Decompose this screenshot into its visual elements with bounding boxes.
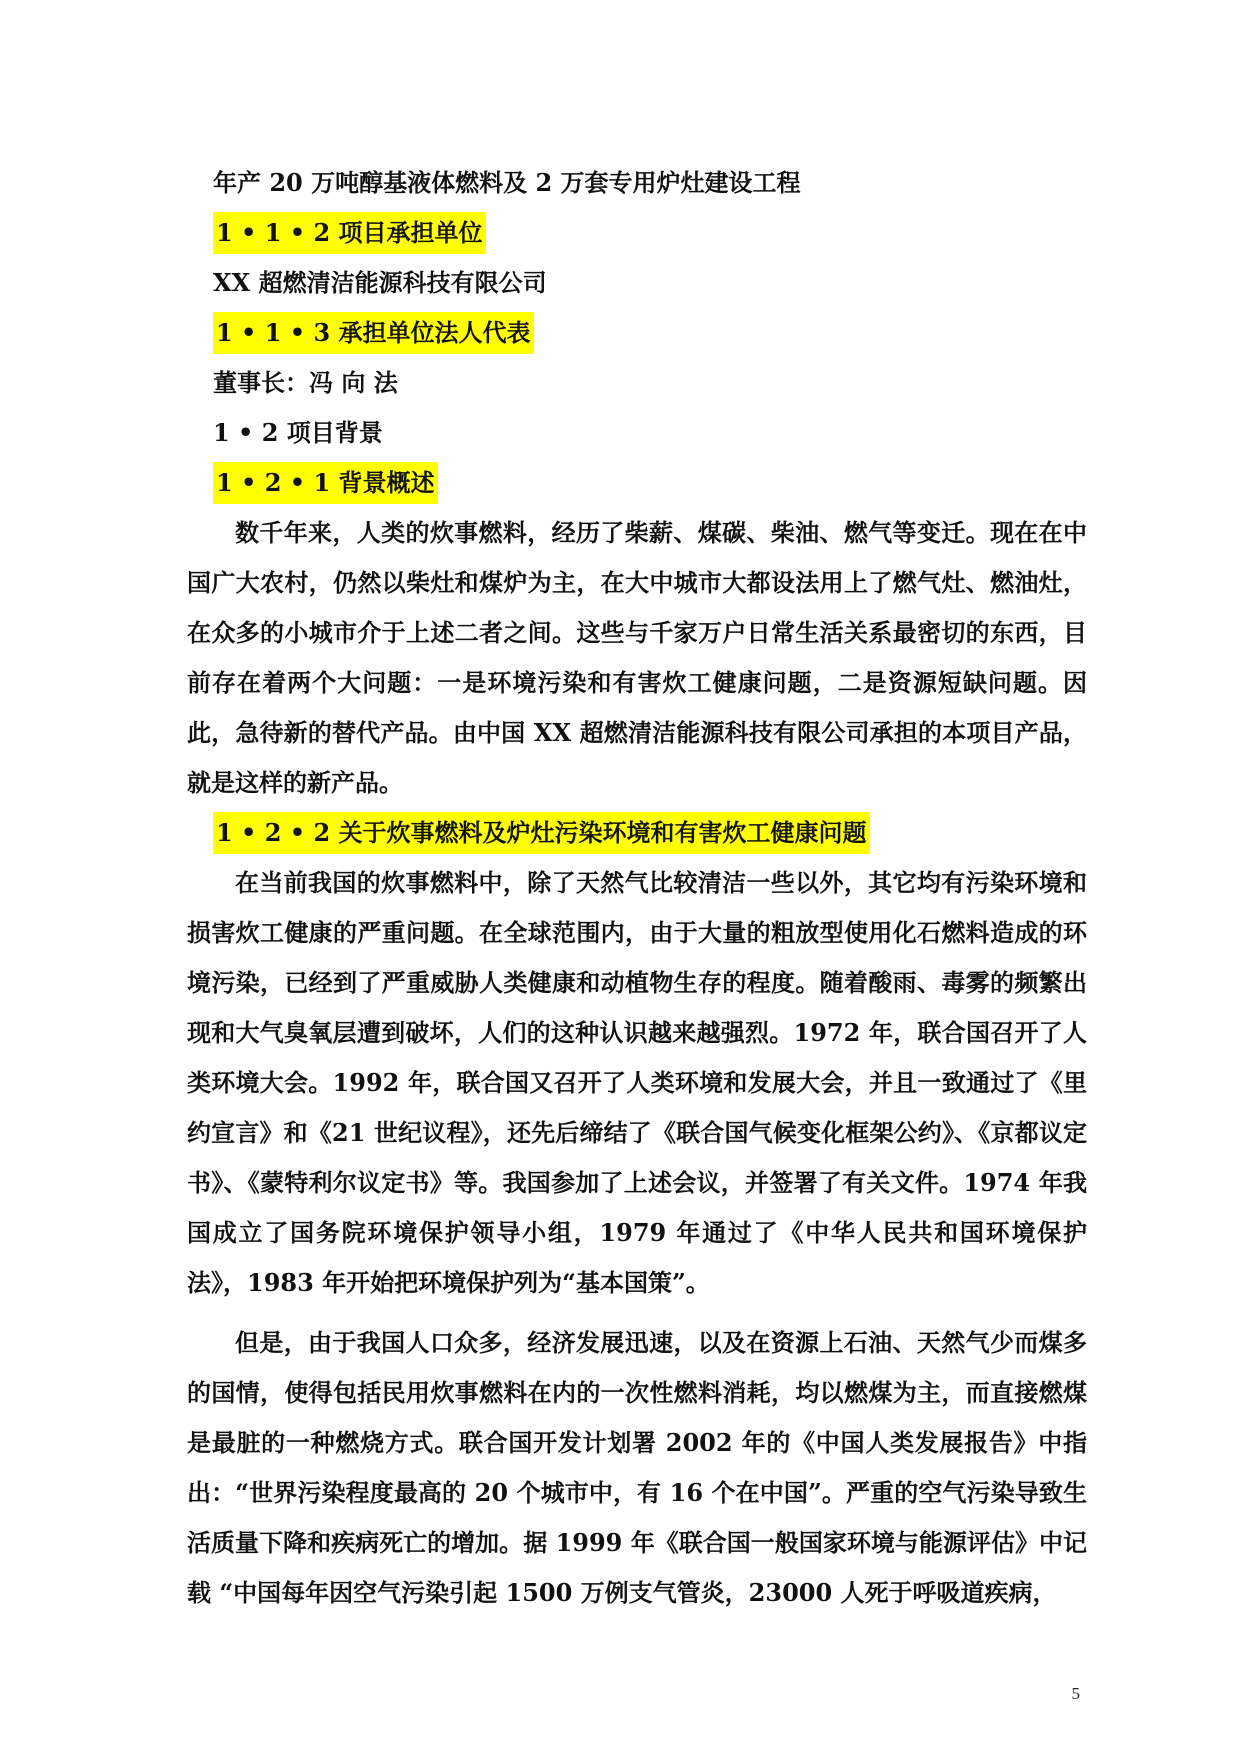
legal-rep-line xyxy=(187,358,1087,408)
paragraph-background-overview: 数千年来，人类的炊事燃料，经历了柴薪、煤碳、柴油、燃气等变迁。现在在中国广大农村，仍然以柴灶和煤炉为主，在大中城市大都设法用上了燃气灶、燃油灶，在众多的小城市介于上述二者之间。这些与千家万户日常生活关系最密切的东西，目前存在着两个大问题：一是环境污染和有害炊工健康问题，二是资源短缺问题。因此，急待新的替代产品。由中国 XX 超燃清洁能源科技有限公司承担的本项目产品，就是这样的新产品。 xyxy=(187,518,1087,797)
paragraph-coal-consumption: 但是，由于我国人口众多，经济发展迅速，以及在资源上石油、天然气少而煤多的国情，使得包括民用炊事燃料在内的一次性燃料消耗，均以燃煤为主，而直接燃煤是最脏的一种燃烧方式。联合国开发计划署 2002 年的《中国人类发展报告》中指出：“世界污染程度最高的 20 个城市中，有 16 个在中国”。严重的空气污染导致生活质量下降和疾病死亡的增加。据 1999 年《联合国一般国家环境与能源评估》中记载 “中国每年因空气污染引起 1500 万例支气管炎，23000 人死于呼吸道疾病， xyxy=(187,1328,1087,1607)
company-line xyxy=(187,258,1087,308)
heading-1-1-3: 1 • 1 • 3 承担单位法人代表 xyxy=(213,312,534,354)
heading-1-1-2: 1 • 1 • 2 项目承担单位 xyxy=(213,212,486,254)
legal-representative: 董事长：冯 向 法 xyxy=(213,368,398,397)
heading-1-2-2-line xyxy=(187,808,1087,858)
heading-1-2-1: 1 • 2 • 1 背景概述 xyxy=(213,462,438,504)
paragraph-pollution-issues: 在当前我国的炊事燃料中，除了天然气比较清洁一些以外，其它均有污染环境和损害炊工健康的严重问题。在全球范围内，由于大量的粗放型使用化石燃料造成的环境污染，已经到了严重威胁人类健康和动植物生存的程度。随着酸雨、毒雾的频繁出现和大气臭氧层遭到破坏，人们的这种认识越来越强烈。1972 年，联合国召开了人类环境大会。1992 年，联合国又召开了人类环境和发展大会，并且一致通过了《里约宣言》和《21 世纪议程》，还先后缔结了《联合国气候变化框架公约》、《京都议定书》、《蒙特利尔议定书》等。我国参加了上述会议，并签署了有关文件。1974 年我国成立了国务院环境保护领导小组，1979 年通过了《中华人民共和国环境保护法》，1983 年开始把环境保护列为“基本国策”。 xyxy=(187,868,1087,1297)
company-name: XX 超燃清洁能源科技有限公司 xyxy=(213,268,547,297)
heading-1-1-2-line xyxy=(187,208,1087,258)
page-number: 5 xyxy=(1071,1684,1080,1703)
project-name-line xyxy=(187,158,1087,208)
page-content xyxy=(187,158,1087,1618)
heading-1-2-line xyxy=(187,408,1087,458)
heading-1-1-3-line xyxy=(187,308,1087,358)
heading-1-2-1-line xyxy=(187,458,1087,508)
heading-1-2: 1 • 2 项目背景 xyxy=(213,418,383,447)
heading-1-2-2: 1 • 2 • 2 关于炊事燃料及炉灶污染环境和有害炊工健康问题 xyxy=(213,812,870,854)
project-name: 年产 20 万吨醇基液体燃料及 2 万套专用炉灶建设工程 xyxy=(213,168,801,197)
